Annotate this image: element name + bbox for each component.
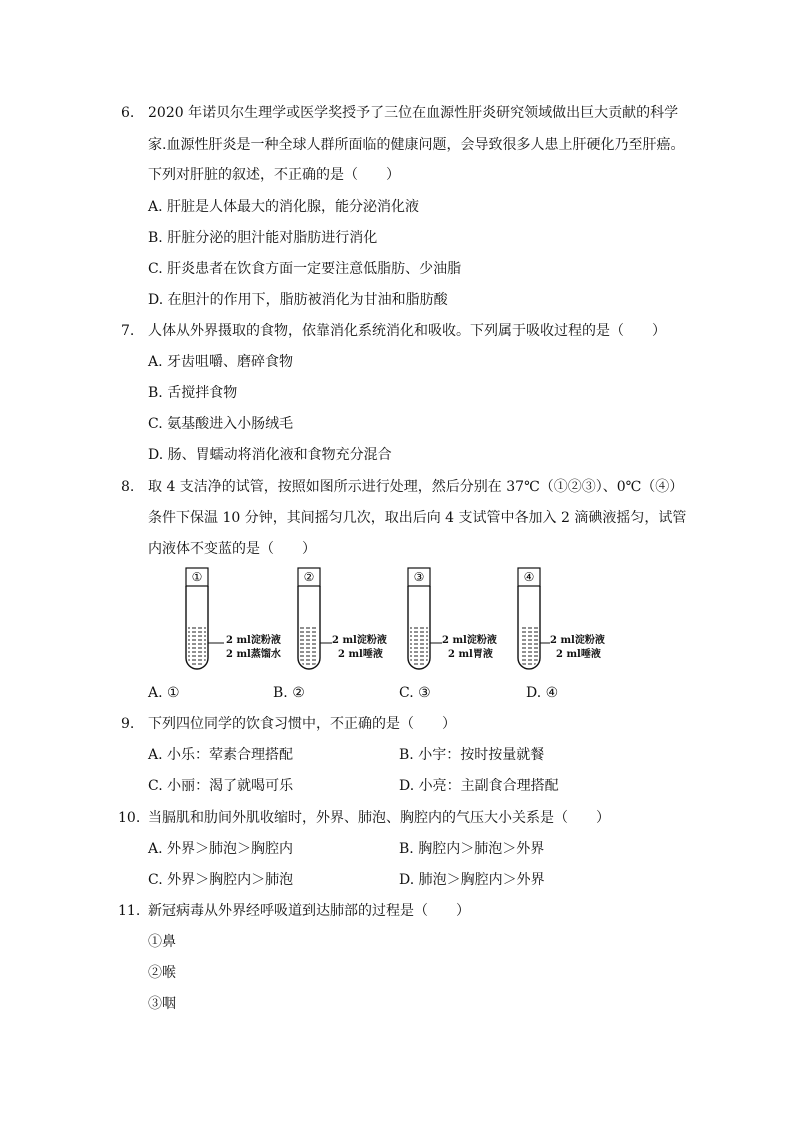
question-9-option-b[interactable]: B. 小宇：按时按量就餐 <box>399 747 545 763</box>
question-9-stem-line-1: 下列四位同学的饮食习惯中，不正确的是（ ） <box>148 716 456 732</box>
question-11-stem-line-1: 新冠病毒从外界经呼吸道到达肺部的过程是（ ） <box>148 903 470 919</box>
question-7-stem-line-1: 人体从外界摄取的食物，依靠消化系统消化和吸收。下列属于吸收过程的是（ ） <box>148 323 666 339</box>
test-tube-3-label-1: 2 ml淀粉液 <box>442 635 497 646</box>
test-tube-1 <box>186 568 281 669</box>
question-8-stem-line-3: 内液体不变蓝的是（ ） <box>148 541 316 557</box>
question-8-stem-line-1: 取 4 支洁净的试管，按照如图所示进行处理，然后分别在 37℃（①②③）、0℃（④） <box>148 479 684 495</box>
test-tube-1-label-1: 2 ml淀粉液 <box>226 635 281 646</box>
question-11-item-1: ①鼻 <box>148 934 176 950</box>
question-9-option-d[interactable]: D. 小亮：主副食合理搭配 <box>399 778 559 794</box>
test-tubes-figure <box>180 566 620 676</box>
question-10-number: 10. <box>118 810 141 826</box>
question-11-item-3: ③咽 <box>148 996 176 1012</box>
question-8-number: 8. <box>121 479 135 495</box>
question-7-option-c[interactable]: C. 氨基酸进入小肠绒毛 <box>148 416 294 432</box>
question-10-option-b[interactable]: B. 胸腔内＞肺泡＞外界 <box>399 841 545 857</box>
question-11-item-2: ②喉 <box>148 965 176 981</box>
test-tube-4-label-2: 2 ml唾液 <box>556 649 601 660</box>
question-9-number: 9. <box>121 716 135 732</box>
test-tube-4-mark: ④ <box>523 570 535 584</box>
test-tube-3 <box>408 568 497 669</box>
question-10-stem-line-1: 当膈肌和肋间外肌收缩时，外界、肺泡、胸腔内的气压大小关系是（ ） <box>148 810 610 826</box>
question-11-number: 11. <box>118 903 141 919</box>
question-8-option-c[interactable]: C. ③ <box>399 685 431 701</box>
question-10-option-a[interactable]: A. 外界＞肺泡＞胸腔内 <box>148 841 294 857</box>
question-6-stem-line-2: 家.血源性肝炎是一种全球人群所面临的健康问题，会导致很多人患上肝硬化乃至肝癌。 <box>148 137 685 153</box>
question-6-stem-line-3: 下列对肝脏的叙述，不正确的是（ ） <box>148 167 400 183</box>
question-10-option-d[interactable]: D. 肺泡＞胸腔内＞外界 <box>399 872 545 888</box>
question-8-stem-line-2: 条件下保温 10 分钟，其间摇匀几次，取出后向 4 支试管中各加入 2 滴碘液摇匀，试管 <box>148 510 687 526</box>
question-7-option-a[interactable]: A. 牙齿咀嚼、磨碎食物 <box>148 354 294 370</box>
test-tube-2-label-1: 2 ml淀粉液 <box>332 635 387 646</box>
question-7-option-b[interactable]: B. 舌搅拌食物 <box>148 385 238 401</box>
test-tube-2-label-2: 2 ml唾液 <box>338 649 383 660</box>
question-8-option-b[interactable]: B. ② <box>273 685 305 701</box>
test-tube-1-label-2: 2 ml蒸馏水 <box>226 649 281 660</box>
question-6-option-a[interactable]: A. 肝脏是人体最大的消化腺，能分泌消化液 <box>148 199 420 215</box>
question-8-option-a[interactable]: A. ① <box>148 685 180 701</box>
test-tube-3-mark: ③ <box>413 570 425 584</box>
test-tube-4 <box>518 568 605 669</box>
question-6-option-d[interactable]: D. 在胆汁的作用下，脂肪被消化为甘油和脂肪酸 <box>148 292 448 308</box>
question-7-number: 7. <box>121 323 135 339</box>
test-tube-4-label-1: 2 ml淀粉液 <box>550 635 605 646</box>
test-tube-2-mark: ② <box>303 570 315 584</box>
question-9-option-c[interactable]: C. 小丽：渴了就喝可乐 <box>148 778 294 794</box>
question-6-number: 6. <box>121 105 135 121</box>
question-10-option-c[interactable]: C. 外界＞胸腔内＞肺泡 <box>148 872 294 888</box>
question-9-option-a[interactable]: A. 小乐：荤素合理搭配 <box>148 747 294 763</box>
test-tube-2 <box>298 568 387 669</box>
question-6-option-c[interactable]: C. 肝炎患者在饮食方面一定要注意低脂肪、少油脂 <box>148 261 462 277</box>
question-8-option-d[interactable]: D. ④ <box>526 685 559 701</box>
question-6-stem-line-1: 2020 年诺贝尔生理学或医学奖授予了三位在血源性肝炎研究领域做出巨大贡献的科学 <box>148 105 679 121</box>
test-tube-1-mark: ① <box>191 570 203 584</box>
test-tube-3-label-2: 2 ml胃液 <box>448 649 493 660</box>
question-7-option-d[interactable]: D. 肠、胃蠕动将消化液和食物充分混合 <box>148 447 392 463</box>
question-6-option-b[interactable]: B. 肝脏分泌的胆汁能对脂肪进行消化 <box>148 230 378 246</box>
